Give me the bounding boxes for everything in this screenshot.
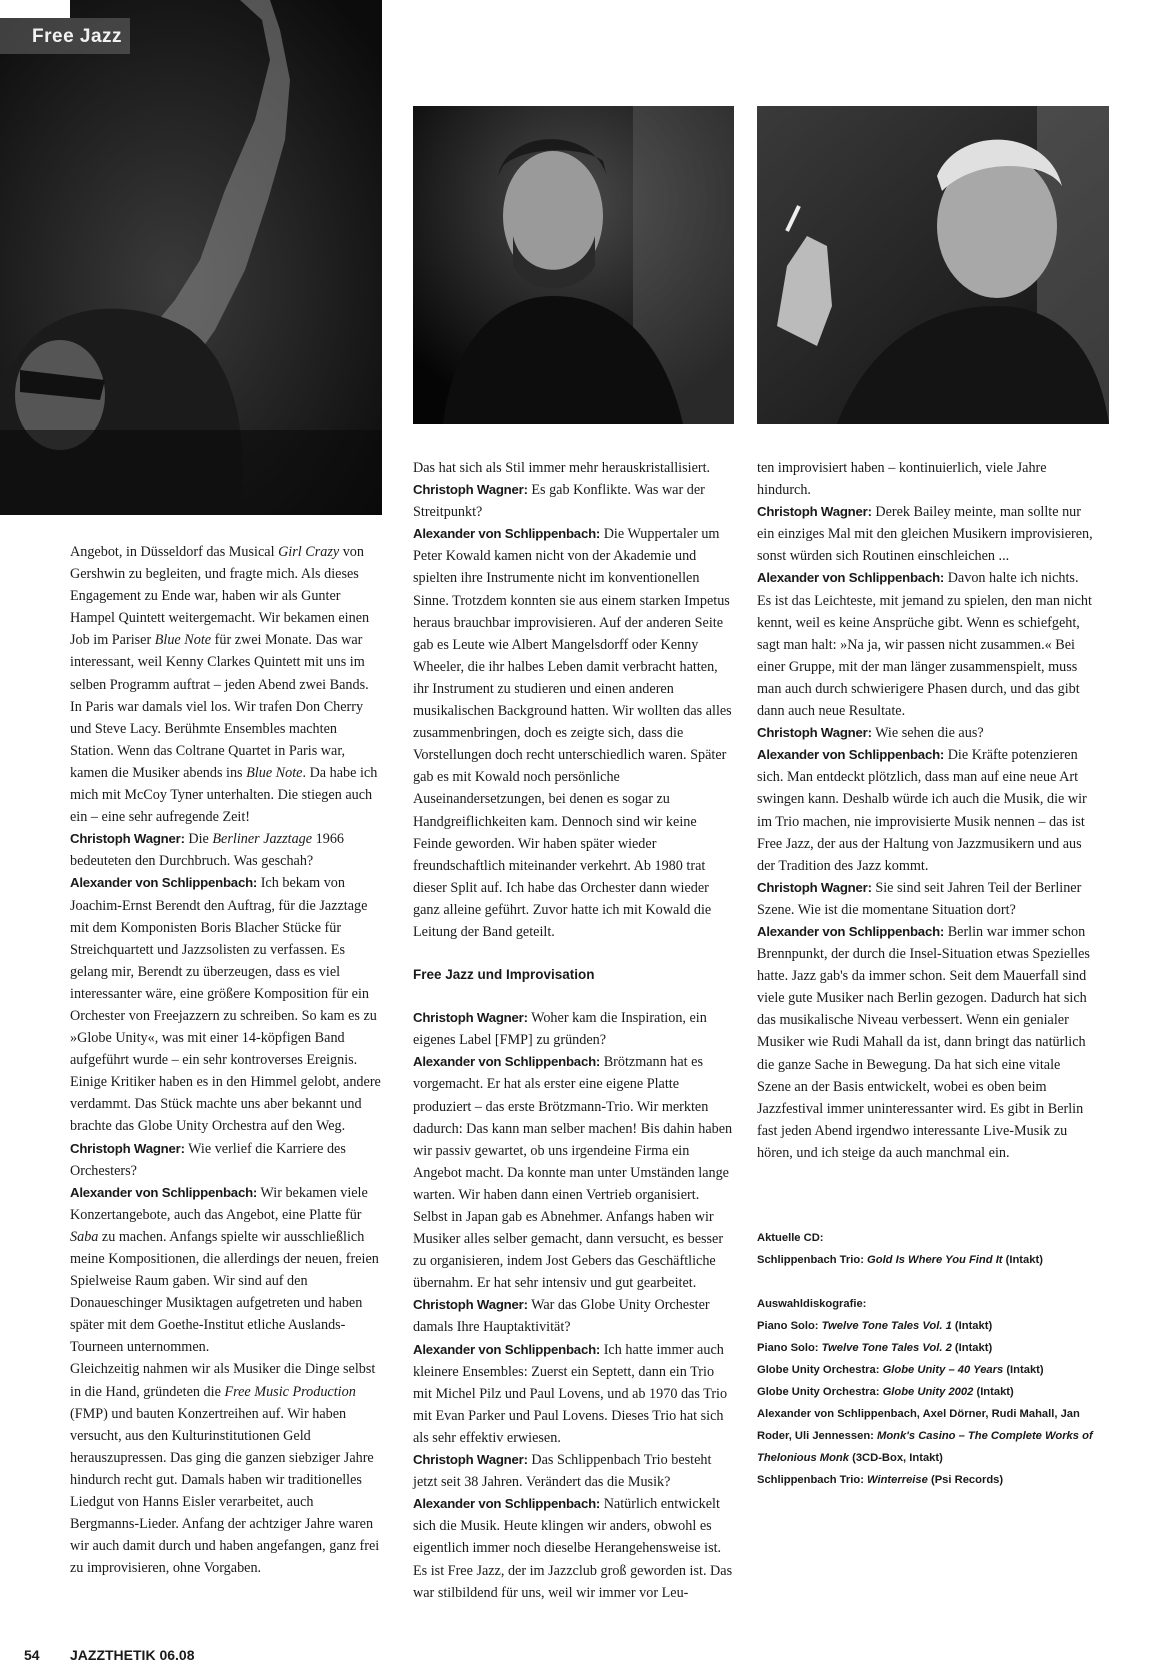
text-run: . Da habe ich mich mit McCoy Tyner unterhalten. Die stiegen auch ein – eine sehr aufregende Zeit! — [70, 764, 378, 826]
photo-middle — [413, 106, 734, 424]
tab-corner — [0, 0, 70, 18]
entry-artist: Globe Unity Orchestra: — [757, 1386, 883, 1398]
text-run: ten improvisiert haben – kontinuierlich, viele Jahre hindurch. — [757, 460, 1047, 499]
speaker-label: Alexander von Schlippenbach: — [413, 1341, 601, 1357]
speaker-label: Alexander von Schlippenbach: — [70, 875, 258, 891]
photo-conductor-image — [0, 0, 382, 515]
entry-label: (Intakt) — [1003, 1364, 1044, 1376]
entry-label: (Intakt) — [951, 1320, 993, 1332]
text-run: Die Kräfte potenzieren sich. Man entdeckt plötzlich, dass man auf eine neue Art swingen kann. Deshalb würde ich auch die Musik, die wir im Trio machen, nie improvisierte Musik nennen – das ist Free Jazz, der aus der Haltung von Jazzmusikern und aus der Tradition des Jazz kommt. — [757, 747, 1087, 874]
article-column-3 — [757, 457, 1095, 1164]
speaker-label: Christoph Wagner: — [413, 482, 528, 498]
entry-artist: Globe Unity Orchestra: — [757, 1364, 883, 1376]
entry-title: Twelve Tone Tales Vol. 2 — [821, 1342, 952, 1354]
entry-title: Globe Unity 2002 — [882, 1386, 974, 1398]
discography-entry — [757, 1469, 1107, 1491]
text-run: Die — [184, 831, 213, 848]
article-column-1 — [70, 541, 383, 1579]
text-run: von Gershwin zu begleiten, und fragte mich. Als dieses Engagement zu Ende war, haben wir als Gunter Hampel Quintett weitergemacht. Wir bekamen einen Job im Pariser — [70, 544, 370, 649]
entry-title: Monk's Casino – The Complete Works of Thelonious Monk — [757, 1430, 1093, 1464]
entry-artist: Schlippenbach Trio: — [757, 1254, 868, 1266]
discography-box — [757, 1227, 1107, 1491]
speaker-label: Christoph Wagner: — [70, 1140, 185, 1156]
text-run: Natürlich entwickelt sich die Musik. Heute klingen wir anders, obwohl es eigentlich immer noch dieselbe Herangehensweise ist. Es ist Free Jazz, der im Jazzclub groß geworden ist. Das war stilbildend für uns, weil wir immer vor Leu- — [413, 1496, 733, 1601]
entry-label: (3CD-Box, Intakt) — [848, 1452, 943, 1464]
entry-label: (Intakt) — [973, 1386, 1014, 1398]
text-run: Die Wuppertaler um Peter Kowald kamen nicht von der Akademie und spielten ihre Instrumente nicht im konventionellen Sinne. Trotzdem konnten sie aus einem starken Impetus heraus brauchbar improvisieren. Auf der anderen Seite gab es Leute wie Albert Mangelsdorff oder Kenny Wheeler, die ihr halbes Leben damit verbracht hatten, ihr Instrument zu studieren und einen anderen musikalischen Background hatten. Wir wollten das alles zusammenbringen, doch es zeigte sich, dass die Vorstellungen doch recht unterschiedlich waren. Später gab es mit Kowald noch persönliche Auseinandersetzungen, bei denen es sogar zu Handgreiflichkeiten kam. Dennoch sind wir keine Feinde geworden. Wir haben später wieder freundschaftlich miteinander verkehrt. Ab 1980 trat dieser Split auf. Ich habe das Orchester dann wieder ganz alleine geführt. Zuvor hatte ich mit Kowald die Leitung der Band geteilt. — [413, 526, 732, 940]
speaker-label: Alexander von Schlippenbach: — [757, 923, 945, 939]
entry-title: Winterreise — [867, 1474, 928, 1486]
speaker-label: Alexander von Schlippenbach: — [757, 570, 945, 586]
speaker-label: Christoph Wagner: — [70, 831, 185, 847]
discography-entry — [757, 1359, 1107, 1381]
entry-title: Gold Is Where You Find It — [867, 1254, 1003, 1266]
text-run: Ich hatte immer auch kleinere Ensembles: Zuerst ein Septett, dann ein Trio mit Michel Pilz und Paul Lovens, und ab 1970 das Trio mit Evan Parker und Paul Lovens. Dieses Trio hat sich als sehr effektiv erwiesen. — [413, 1341, 728, 1446]
speaker-label: Christoph Wagner: — [413, 1452, 528, 1468]
section-label: Free Jazz — [32, 26, 123, 47]
speaker-label: Alexander von Schlippenbach: — [757, 747, 945, 763]
photo-older-man-image — [757, 106, 1109, 424]
article-column-2 — [413, 457, 736, 1604]
current-cd-list — [757, 1249, 1107, 1271]
discography-entry — [757, 1249, 1107, 1271]
text-run: Das Schlippenbach Trio besteht jetzt seit 38 Jahren. Verändert das die Musik? — [413, 1452, 712, 1491]
text-run: Saba — [70, 1228, 99, 1245]
discography-entry — [757, 1403, 1107, 1469]
text-run: Girl Crazy — [278, 544, 340, 560]
magazine-issue: JAZZTHETIK 06.08 — [70, 1647, 195, 1663]
column-1-text — [70, 541, 383, 1579]
photo-right — [757, 106, 1109, 424]
text-run: Blue Note — [246, 764, 303, 781]
discography-entry — [757, 1381, 1107, 1403]
page-number: 54 — [24, 1647, 40, 1663]
text-run: für zwei Monate. Das war interessant, weil Kenny Clarkes Quintett mit uns im selben Programm auftrat – jeden Abend zwei Bands. In Paris war damals viel los. Wir trafen Don Cherry und Steve Lacy. Berühmte Ensembles machten Station. Wenn das Coltrane Quartet in Paris war, kamen die Musiker abends ins — [70, 632, 369, 781]
entry-artist: Schlippenbach Trio: — [757, 1474, 868, 1486]
speaker-label: Alexander von Schlippenbach: — [413, 1054, 601, 1070]
text-run: Ich bekam von Joachim-Ernst Berendt den Auftrag, für die Jazztage mit dem Komponisten Boris Blacher Stücke für Streichquartett und Jazzsolisten zu verfassen. Es gelang mir, Berendt zu überzeugen, dass es viel interessanter wäre, eine größere Komposition für ein Orchester von Freejazzern zu schreiben. So kam es zu »Globe Unity«, was mit einer 14-köpfigen Band aufgeführt wurde – ein sehr kontroverses Ereignis. Einige Kritiker haben es in den Himmel gelobt, andere verdammt. Das Stück machte uns aber bekannt und brachte das Globe Unity Orchestra auf den Weg. — [70, 875, 381, 1135]
column-3-text — [757, 457, 1095, 1164]
discography-entry — [757, 1315, 1107, 1337]
selected-discography-list — [757, 1315, 1107, 1491]
text-run: Das hat sich als Stil immer mehr herauskristallisiert. — [413, 460, 711, 476]
column-2-text-b — [413, 1007, 736, 1604]
text-run: Wir bekamen viele Konzertangebote, auch das Angebot, eine Platte für — [70, 1184, 368, 1223]
selected-discography-heading: Auswahldiskografie: — [757, 1298, 867, 1310]
photo-man-portrait-image — [413, 106, 734, 424]
entry-artist: Piano Solo: — [757, 1320, 822, 1332]
text-run: Free Music Production — [224, 1383, 356, 1400]
entry-label: (Psi Records) — [927, 1474, 1004, 1486]
text-run: Davon halte ich nichts. Es ist das Leichteste, mit jemand zu spielen, den man nicht kennt, weil es keine Ansprüche gibt. Wenn es schiefgeht, sagt man halt: »Na ja, wir passen nicht zusammen.« Bei einer Gruppe, mit der man länger zusammenspielt, muss man auch durch schwierigere Phasen durch, und das gibt dann auch neue Resultate. — [757, 570, 1092, 720]
entry-label: (Intakt) — [951, 1342, 993, 1354]
section-tab — [0, 0, 130, 72]
text-run: (FMP) und bauten Konzertreihen auf. Wir haben versucht, aus den Kulturinstitutionen Geld herauszupressen. Das ging die ganzen siebziger Jahre hindurch recht gut. Damals haben wir traditionelles Liedgut von Hanns Eisler verarbeitet, auch Bergmanns-Lieder. Anfang der achtziger Jahre waren wir auch damit durch und haben angefangen, ganz frei zu improvisieren, ohne Vorgaben. — [70, 1405, 380, 1577]
text-run: War das Globe Unity Orchester damals Ihre Hauptaktivität? — [413, 1297, 710, 1336]
speaker-label: Christoph Wagner: — [413, 1010, 528, 1026]
text-run: Brötzmann hat es vorgemacht. Er hat als erster eine eigene Platte produziert – das erste Brötzmann-Trio. Wir merkten dadurch: Das kann man selber machen! Bis dahin haben wir passiv gewartet, ob uns irgendeine Firma ein Angebot macht. Da konnte man unter Umständen lange warten. Wir haben dann einen Vertrieb organisiert. Selbst in Japan gab es Abnehmer. Anfangs haben wir Musiker alles selber gemacht, dann versucht, es besser zu organisieren, indem Jost Gebers das Geschäftliche übernahm. Er hat sehr intensiv und gut gearbeitet. — [413, 1054, 733, 1292]
text-run: Derek Bailey meinte, man sollte nur ein einziges Mal mit den gleichen Musikern improvisieren, sonst würden sich Routinen einschleichen ... — [757, 504, 1093, 565]
text-run: Blue Note — [154, 632, 212, 649]
speaker-label: Christoph Wagner: — [413, 1297, 528, 1313]
speaker-label: Alexander von Schlippenbach: — [413, 1496, 601, 1512]
entry-label: (Intakt) — [1002, 1254, 1043, 1266]
text-run: Wie verlief die Karriere des Orchesters? — [70, 1140, 346, 1179]
section-subheading: Free Jazz und Improvisation — [413, 967, 595, 983]
text-run: Woher kam die Inspiration, ein eigenes Label [FMP] zu gründen? — [413, 1010, 707, 1049]
speaker-label: Alexander von Schlippenbach: — [70, 1184, 258, 1200]
text-run: Gleichzeitig nahmen wir als Musiker die Dinge selbst in die Hand, gründeten die — [70, 1361, 376, 1400]
text-run: Angebot, in Düsseldorf das Musical — [70, 544, 279, 560]
entry-title: Globe Unity – 40 Years — [882, 1364, 1004, 1376]
discography-entry — [757, 1337, 1107, 1359]
text-run: Berliner Jazztage — [212, 831, 313, 848]
photo-left — [0, 0, 382, 515]
speaker-label: Christoph Wagner: — [757, 504, 872, 520]
speaker-label: Alexander von Schlippenbach: — [413, 526, 601, 542]
speaker-label: Christoph Wagner: — [757, 725, 872, 741]
text-run: Sie sind seit Jahren Teil der Berliner Szene. Wie ist die momentane Situation dort? — [757, 879, 1082, 918]
text-run: Wie sehen die aus? — [871, 725, 984, 742]
text-run: Berlin war immer schon Brennpunkt, der durch die Insel-Situation etwas Spezielles hatte. Jazz gab's da immer schon. Seit dem Mauerfall sind viele gute Musiker nach Berlin gezogen. Dadurch hat sich das musikalische Niveau verbessert. Wenn ein genialer Musiker wie Rudi Mahall da ist, dann bringt das natürlich die ganze Sache in Bewegung. Da hat sich eine vitale Szene an der Basis entwickelt, wobei es oben beim Jazzfestival immer uninteressanter wird. Es gibt in Berlin fast jeden Abend irgendwo interessante Live-Musik zu hören, und ich steige da auch manchmal ein. — [757, 923, 1090, 1161]
column-2-text-a — [413, 457, 736, 943]
text-run: Es gab Konflikte. Was war der Streitpunkt? — [413, 482, 705, 521]
current-cd-heading: Aktuelle CD: — [757, 1232, 824, 1244]
entry-artist: Piano Solo: — [757, 1342, 822, 1354]
text-run: zu machen. Anfangs spielte wir ausschließlich meine Kompositionen, die allerdings der neuen, freien Spielweise Raum gaben. Wir sind auf den Donaueschinger Musiktagen aufgetreten und haben später mit dem Goethe-Institut etliche Auslands-Tourneen unternommen. — [70, 1228, 379, 1356]
entry-title: Twelve Tone Tales Vol. 1 — [821, 1320, 952, 1332]
text-run: 1966 bedeuteten den Durchbruch. Was geschah? — [70, 831, 344, 870]
entry-artist: Alexander von Schlippenbach, Axel Dörner, Rudi Mahall, Jan Roder, Uli Jennessen: — [757, 1408, 1080, 1442]
speaker-label: Christoph Wagner: — [757, 879, 872, 895]
